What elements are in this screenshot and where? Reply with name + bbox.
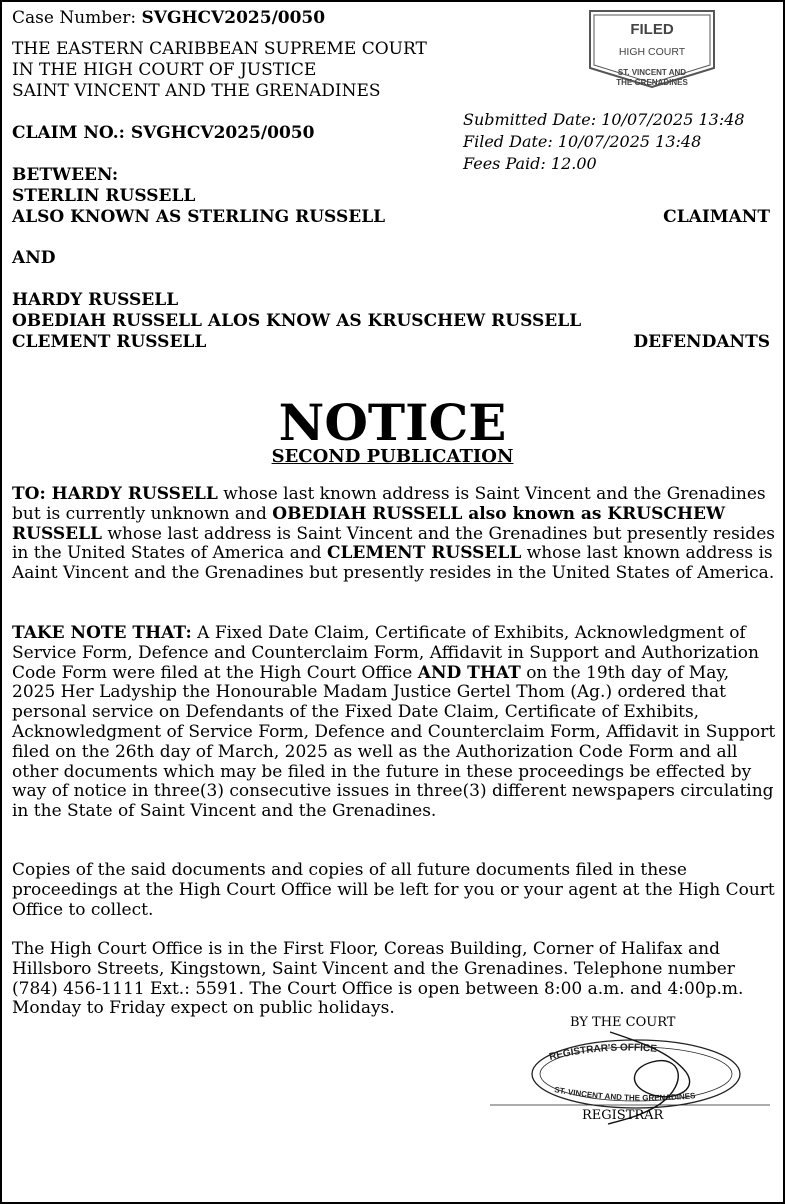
notice-subtitle: SECOND PUBLICATION bbox=[271, 446, 514, 467]
seal-top-text: REGISTRAR'S OFFICE bbox=[548, 1042, 658, 1063]
and-label: AND bbox=[12, 248, 56, 268]
addressee-name: CLEMENT RUSSELL bbox=[326, 543, 522, 564]
paragraph-text: A Fixed Date Claim, Certificate of Exhibits, Acknowledgment of Service Form, Defence and Counterclaim Form, Affidavit in Support and Authorization Code Form were filed at the High Court Office bbox=[12, 623, 759, 683]
seal-bottom-text: ST. VINCENT AND THE GRENADINES bbox=[553, 1085, 696, 1103]
by-the-court-label: BY THE COURT bbox=[570, 1015, 676, 1030]
stamp-place-text: ST. VINCENT AND bbox=[617, 68, 687, 77]
office-paragraph bbox=[12, 940, 776, 1019]
paragraph-text: The High Court Office is in the First Floor, Coreas Building, Corner of Halifax and Hillsboro Streets, Kingstown, Saint Vincent and the Grenadines. Telephone number (784) 456-1111 Ext.: 5591. The Court Office is open between 8:00 a.m. and 4:00p.m. Monday to Friday expect on public holidays. bbox=[12, 939, 744, 1019]
defendant-role: DEFENDANTS bbox=[633, 332, 770, 352]
case-number-line bbox=[12, 8, 325, 28]
registrar-label: REGISTRAR bbox=[582, 1108, 664, 1123]
submitted-date: Submitted Date: 10/07/2025 13:48 bbox=[463, 110, 745, 129]
case-number-label: Case Number: bbox=[12, 8, 137, 28]
paragraph-text: Copies of the said documents and copies of all future documents filed in these proceedings at the High Court Office will be left for you or your agent at the High Court Office to collect. bbox=[12, 860, 775, 920]
paragraph-text: whose last address is Saint Vincent and the Grenadines but presently resides in the United States of America and bbox=[12, 523, 775, 564]
court-line: SAINT VINCENT AND THE GRENADINES bbox=[12, 81, 381, 101]
take-note-paragraph bbox=[12, 624, 776, 822]
claim-number: CLAIM NO.: SVGHCV2025/0050 bbox=[12, 123, 315, 143]
defendant-name: CLEMENT RUSSELL bbox=[12, 332, 207, 352]
fees-paid: Fees Paid: 12.00 bbox=[463, 154, 597, 173]
stamp-filed-text: FILED bbox=[630, 21, 674, 38]
addressee-name: OBEDIAH RUSSELL also known as KRUSCHEW RUSSELL bbox=[12, 503, 726, 544]
court-line: THE EASTERN CARIBBEAN SUPREME COURT bbox=[12, 39, 427, 59]
filed-date: Filed Date: 10/07/2025 13:48 bbox=[463, 132, 702, 151]
addressee-paragraph bbox=[12, 485, 776, 584]
court-heading bbox=[12, 39, 427, 102]
stamp-place-text: THE GRENADINES bbox=[616, 78, 688, 87]
addressee-name: TO: HARDY RUSSELL bbox=[12, 484, 218, 504]
claimant-role: CLAIMANT bbox=[663, 207, 770, 227]
claimant-alias: ALSO KNOWN AS STERLING RUSSELL bbox=[12, 207, 386, 227]
claimant-name: STERLIN RUSSELL bbox=[12, 186, 196, 206]
filed-stamp bbox=[586, 10, 718, 88]
between-label: BETWEEN: bbox=[12, 165, 119, 185]
defendant-block bbox=[12, 290, 770, 353]
defendant-name: HARDY RUSSELL bbox=[12, 290, 179, 310]
take-note-label: TAKE NOTE THAT: bbox=[12, 623, 192, 643]
notice-title: NOTICE bbox=[278, 393, 507, 452]
and-that-label: AND THAT bbox=[417, 662, 521, 683]
paragraph-text: whose last known address is Aaint Vincent and the Grenadines but presently resides in the United States of America. bbox=[12, 543, 775, 584]
stamp-court-text: HIGH COURT bbox=[618, 46, 686, 58]
claimant-block bbox=[12, 165, 770, 228]
copies-paragraph bbox=[12, 861, 776, 920]
court-line: IN THE HIGH COURT OF JUSTICE bbox=[12, 60, 317, 80]
defendant-name: OBEDIAH RUSSELL ALOS KNOW AS KRUSCHEW RUSSELL bbox=[12, 311, 582, 331]
case-number: SVGHCV2025/0050 bbox=[141, 8, 326, 28]
paragraph-text: on the 19th day of May, 2025 Her Ladyship the Honourable Madam Justice Gertel Thom (Ag.) ordered that personal service on Defendants of the Fixed Date Claim, Certificate of Exhibits, Acknowledgment of Service Form, Defence and Counterclaim Form, Affidavit in Support filed on the 26th day of March, 2025 as well as the Authorization Code Form and all other documents which may be filed in the future in these proceedings be effected by way of notice in three(3) consecutive issues in three(3) different newspapers circulating in the State of Saint Vincent and the Grenadines. bbox=[12, 662, 776, 822]
paragraph-text: whose last known address is Saint Vincent and the Grenadines but is currently unknown and bbox=[12, 484, 766, 524]
